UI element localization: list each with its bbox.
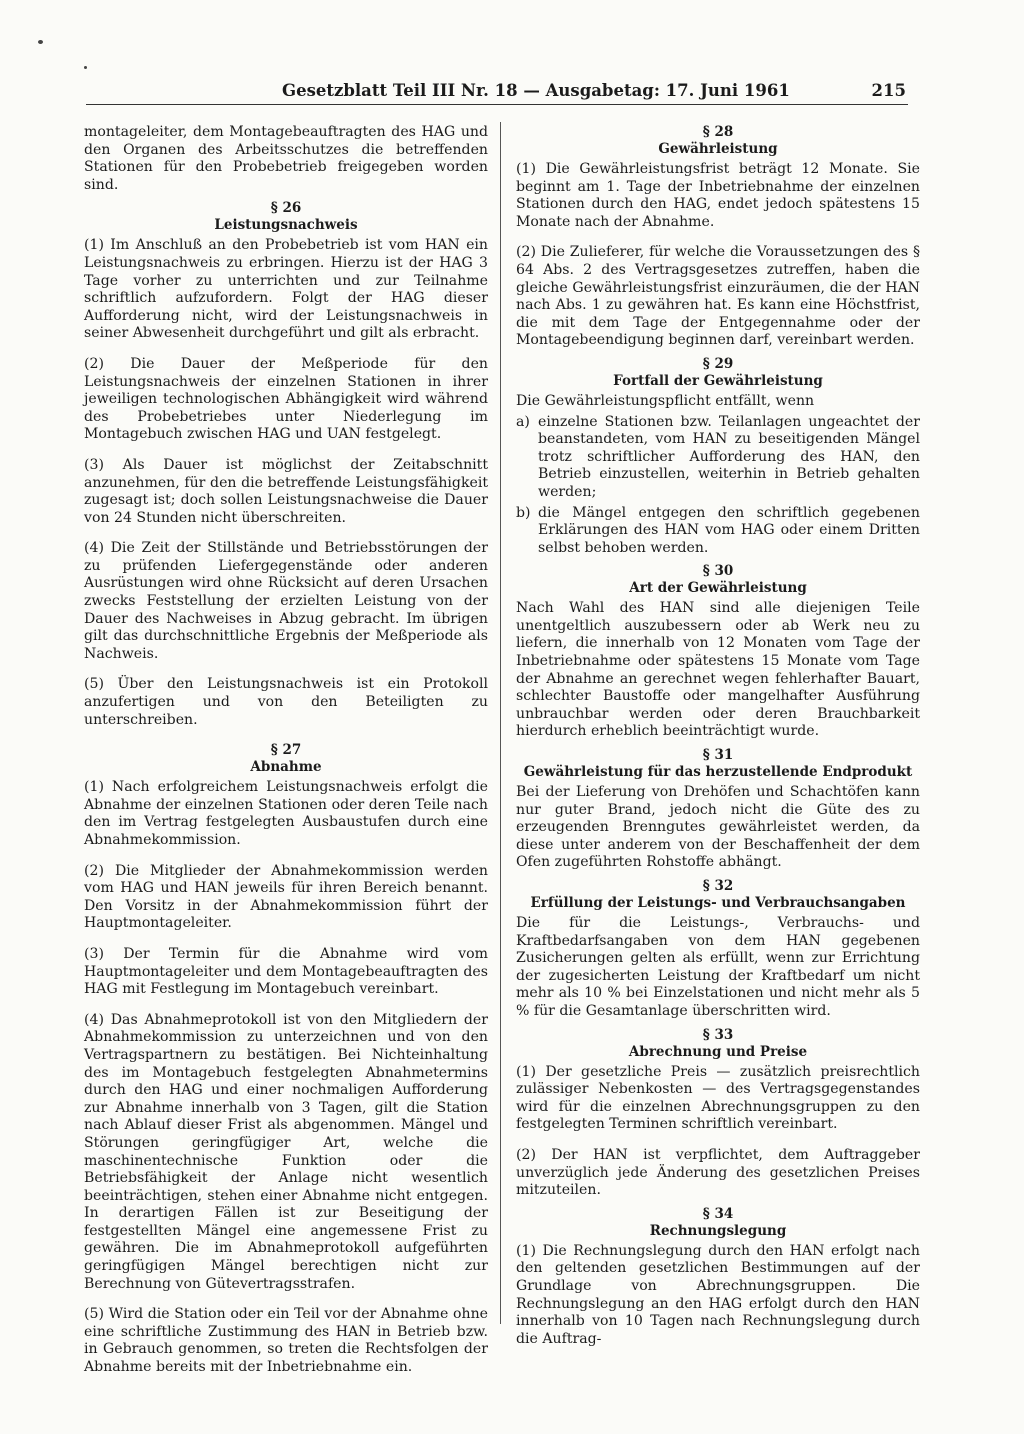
paragraph: (2) Die Dauer der Meßperiode für den Leistungsnachweis der einzelnen Stationen in ihrer jeweiligen technologischen Abhängigkeit wird während des Probebetriebes unter Niederlegung im Montagebuch zwischen HAG und UAN festgelegt. (84, 355, 488, 443)
paragraph: (4) Das Abnahmeprotokoll ist von den Mitgliedern der Abnahmekommission zu unterzeichnen und von den Vertragspartnern zu bestätigen. Bei Nichteinhaltung des im Montagebuch festgelegten Abnahmetermins durch den HAG und einer nochmaligen Aufforderung zur Abnahme innerhalb von 3 Tagen, gilt die Station nach Ablauf dieser Frist als abgenommen. Mängel und Störungen geringfügiger Art, welche die maschinentechnische Funktion oder die Betriebsfähigkeit der Anlage nicht wesentlich beeinträchtigen, stehen einer Abnahme nicht entgegen. In derartigen Fällen ist zur Beseitigung der festgestellten Mängel eine angemessene Frist zu gewähren. Die im Abnahmeprotokoll aufgeführten geringfügigen Mängel berechtigen nicht zur Berechnung von Gütevertragsstrafen. (84, 1011, 488, 1292)
list-marker: b) (516, 504, 531, 521)
paragraph: Die für die Leistungs-, Verbrauchs- und Kraftbedarfsangaben von dem HAN gegebenen Zusicherungen gelten als erfüllt, wenn zur Errichtung der zugesicherten Leistung der Kraftbedarf um nicht mehr als 10 % bei Einzelstationen und nicht mehr als 5 % für die Gesamtanlage überschritten wird. (516, 915, 920, 1019)
section-number: § 28 (702, 124, 734, 140)
left-column (84, 124, 488, 1390)
list-text: einzelne Stationen bzw. Teilanlagen ungeachtet der beanstandeten, vom HAN zu beseitigenden Mängel trotz schriftlicher Aufforderung des HAN, den Betrieb einzustellen, weiterhin in Betrieb gehalten werden; (538, 413, 920, 500)
continued-paragraph: montageleiter, dem Montagebeauftragten des HAG und den Organen des Arbeitsschutzes die betreffenden Stationen für den Probebetrieb freigegeben worden sind. (84, 124, 488, 193)
scan-speck (38, 40, 43, 44)
section-number: § 26 (270, 200, 302, 217)
column-divider (500, 122, 501, 1324)
section-title: Abnahme (250, 759, 322, 776)
section-title: Abrechnung und Preise (628, 1043, 808, 1060)
section-number: § 27 (270, 742, 302, 759)
paragraph: (5) Über den Leistungsnachweis ist ein Protokoll anzufertigen und von den Beteiligten zu unterschreiben. (84, 676, 488, 728)
paragraph: (1) Im Anschluß an den Probebetrieb ist vom HAN ein Leistungsnachweis zu erbringen. Hierzu ist der HAG 3 Tage vorher zu unterrichten und zur Teilnahme schriftlich aufzufordern. Folgt der HAG dieser Aufforderung nicht, wird der Leistungsnachweis in seiner Abwesenheit durchgeführt und gilt als erbracht. (84, 237, 488, 342)
paragraph: (2) Der HAN ist verpflichtet, dem Auftraggeber unverzüglich jede Änderung des gesetzlichen Preises mitzuteilen. (516, 1146, 920, 1199)
section-title: Art der Gewährleistung (629, 580, 807, 597)
paragraph: Die Gewährleistungspflicht entfällt, wenn (516, 392, 815, 409)
paragraph: Nach Wahl des HAN sind alle diejenigen Teile unentgeltlich auszubessern oder ab Werk neu zu liefern, die innerhalb von 12 Monaten vom Tage der Inbetriebnahme oder spätestens 15 Monate vom Tage der Abnahme an gerechnet wegen fehlerhafter Bauart, schlechter Baustoffe oder mangelhafter Ausführung unbrauchbar werden oder deren Brauchbarkeit hierdurch erheblich beeinträchtigt wurde. (516, 600, 920, 740)
paragraph: (1) Nach erfolgreichem Leistungsnachweis erfolgt die Abnahme der einzelnen Stationen oder deren Teile nach den im Vertrag festgelegten Ausbaustufen durch eine Abnahmekommission. (84, 779, 488, 848)
list-item (516, 505, 920, 558)
section-title: Leistungsnachweis (214, 217, 358, 234)
scan-speck (84, 66, 87, 69)
list-text: die Mängel entgegen den schriftlich gegebenen Erklärungen des HAN vom HAG oder einem Dritten selbst behoben werden. (538, 504, 920, 556)
paragraph: (3) Der Termin für die Abnahme wird vom Hauptmontageleiter und dem Montagebeauftragten des HAG mit Festlegung im Montagebuch vereinbart. (84, 945, 488, 998)
section-title: Gewährleistung für das herzustellende Endprodukt (523, 764, 913, 781)
section-title: Gewährleistung (658, 141, 778, 157)
paragraph: Bei der Lieferung von Drehöfen und Schachtöfen kann nur guter Brand, jedoch nicht die Güte des zu erzeugenden Brenngutes gewährleistet werden, da diese unter anderem von der Beschaffenheit der dem Ofen zugeführten Rohstoffe abhängt. (516, 784, 920, 871)
paragraph: (2) Die Zulieferer, für welche die Voraussetzungen des § 64 Abs. 2 des Vertragsgesetzes zutreffen, haben die gleiche Gewährleistungsfrist einzuräumen, die der HAN nach Abs. 1 zu gewähren hat. Es kann eine Höchstfrist, die mit dem Tage der Entgegennahme oder der Montagebeendigung beginnen darf, vereinbart werden. (516, 244, 920, 349)
section-title: Erfüllung der Leistungs- und Verbrauchsangaben (530, 895, 906, 911)
section-title: Fortfall der Gewährleistung (613, 372, 823, 389)
paragraph: (1) Die Gewährleistungsfrist beträgt 12 Monate. Sie beginnt am 1. Tage der Inbetriebnahme der einzelnen Stationen durch den HAG, endet jedoch spätestens 15 Monate nach der Abnahme. (516, 161, 920, 230)
page-number: 215 (871, 81, 906, 100)
section-title: Rechnungslegung (649, 1222, 787, 1239)
paragraph: (1) Der gesetzliche Preis — zusätzlich preisrechtlich zulässiger Nebenkosten — des Vertragsgegenstandes wird für die einzelnen Abrechnungsgruppen zu den festgelegten Terminen schriftlich vereinbart. (516, 1063, 920, 1133)
paragraph: (5) Wird die Station oder ein Teil vor der Abnahme ohne eine schriftliche Zustimmung des HAN in Betrieb bzw. in Gebrauch genommen, so treten die Rechtsfolgen der Abnahme bereits mit der Inbetriebnahme ein. (84, 1306, 488, 1376)
list-marker: a) (516, 413, 530, 430)
paragraph: (4) Die Zeit der Stillstände und Betriebsstörungen der zu prüfenden Liefergegenstände oder anderen Ausrüstungen wird ohne Rücksicht auf deren Ursachen zwecks Feststellung der erzielten Leistung von der Dauer des Nachweises in Abzug gebracht. Im übrigen gilt das durchschnittliche Ergebnis der Meßperiode als Nachweis. (84, 540, 488, 662)
section-number: § 30 (702, 563, 734, 580)
section-number: § 32 (702, 878, 734, 894)
list-item (516, 414, 920, 502)
page-header (86, 80, 908, 105)
paragraph: (1) Die Rechnungslegung durch den HAN erfolgt nach den geltenden gesetzlichen Bestimmungen auf der Grundlage von Abrechnungsgruppen. Die Rechnungslegung an den HAG erfolgt durch den HAN innerhalb von 10 Tagen nach Rechnungslegung durch die Auftrag- (516, 1242, 920, 1347)
right-column (516, 124, 920, 1348)
paragraph: (3) Als Dauer ist möglichst der Zeitabschnitt anzunehmen, für den die betreffende Leistungsfähigkeit zugesagt ist; doch sollen Leistungsnachweise die Dauer von 24 Stunden nicht überschreiten. (84, 456, 488, 526)
section-number: § 31 (702, 747, 734, 764)
paragraph: (2) Die Mitglieder der Abnahmekommission werden vom HAG und HAN jeweils für ihren Bereich benannt. Den Vorsitz in der Abnahmekommission führt der Hauptmontageleiter. (84, 862, 488, 932)
section-number: § 33 (702, 1026, 734, 1043)
section-number: § 34 (702, 1205, 734, 1222)
header-title: Gesetzblatt Teil III Nr. 18 — Ausgabetag: 17. Juni 1961 (282, 81, 790, 100)
section-number: § 29 (702, 355, 734, 372)
